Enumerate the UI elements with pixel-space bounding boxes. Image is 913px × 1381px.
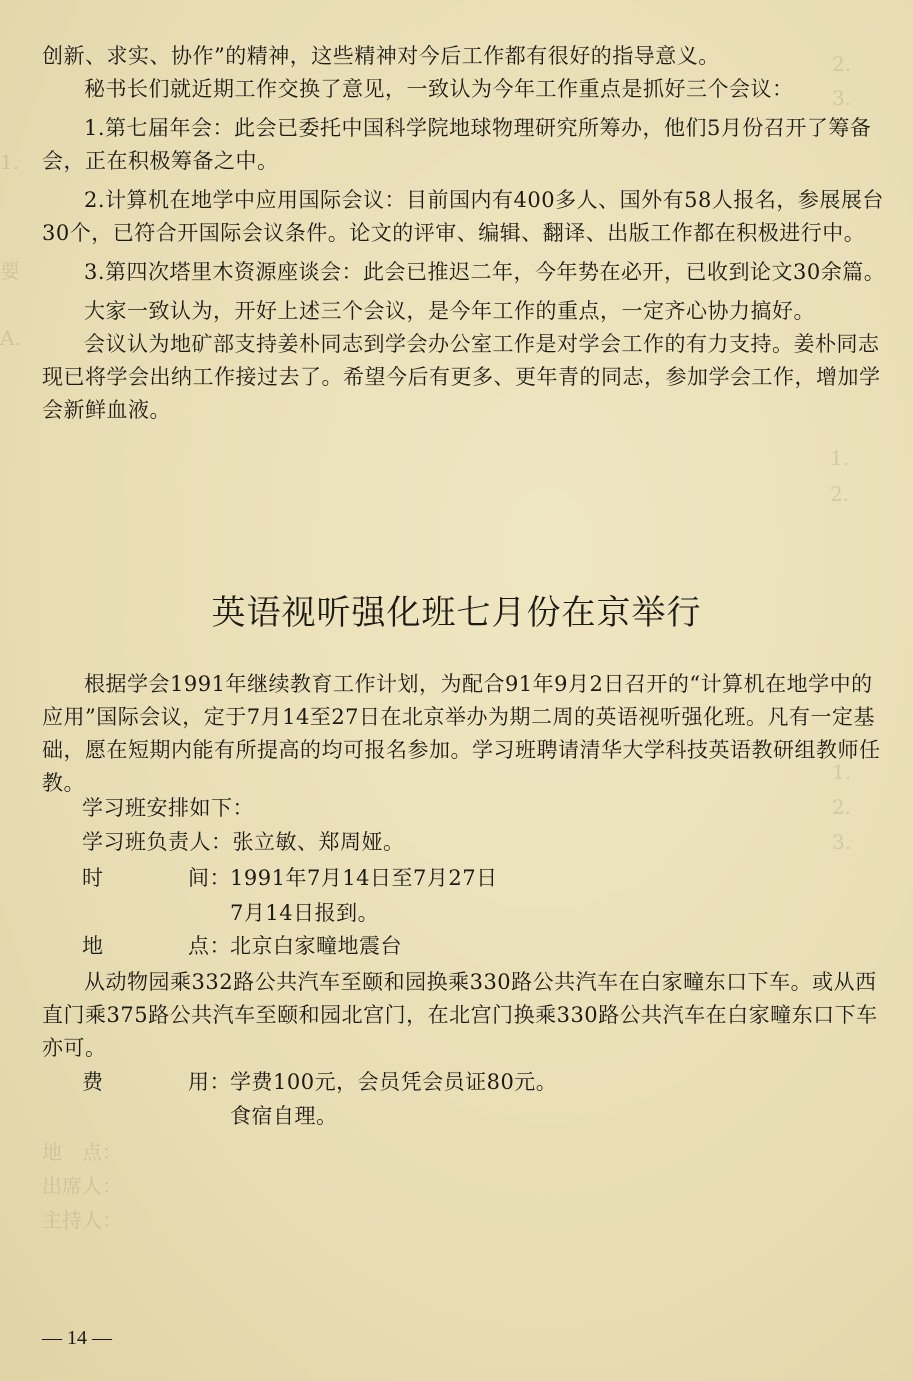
article-intro: 根据学会1991年继续教育工作计划，为配合91年9月2日召开的“计算机在地学中的应用”国际会议，定于7月14至27日在北京举办为期二周的英语视听强化班。凡有一定基础，愿在短期内能有所提高的均可报名参加。学习班聘请清华大学科技英语教研组教师任教。: [42, 672, 881, 795]
paragraph: 大家一致认为，开好上述三个会议，是今年工作的重点，一定齐心协力搞好。: [84, 299, 815, 323]
bleed-through-decoration: 1.: [830, 446, 850, 470]
bleed-through-decoration: 2.: [830, 482, 850, 506]
article-intro-block: [42, 668, 890, 800]
bleed-through-decoration: 要: [0, 259, 20, 283]
schedule-heading: 学习班安排如下：: [82, 796, 254, 820]
time-label: 时: [82, 866, 104, 890]
bleed-through-decoration: 3.: [832, 830, 852, 854]
directions: 从动物园乘332路公共汽车至颐和园换乘330路公共汽车在白家疃东口下车。或从西直门乘375路公共汽车至颐和园北宫门，在北宫门换乘330路公共汽车在白家疃东口下车亦可。: [42, 970, 878, 1060]
bleed-through-decoration: 出席人：: [42, 1174, 122, 1198]
responsible-line: 学习班负责人：张立敏、郑周娅。: [82, 830, 405, 854]
bleed-through-decoration: 3.: [832, 86, 852, 110]
bleed-through-decoration: 2.: [832, 52, 852, 76]
paragraph: 3.第四次塔里木资源座谈会：此会已推迟二年，今年势在必开，已收到论文30余篇。: [84, 260, 886, 284]
bleed-through-decoration: 1.: [832, 760, 852, 784]
bleed-through-decoration: A.: [0, 326, 21, 350]
fee-label: 费: [82, 1070, 104, 1094]
bleed-through-decoration: 地 点：: [42, 1140, 122, 1164]
top-section: [42, 40, 890, 427]
paragraph: 会议认为地矿部支持姜朴同志到学会办公室工作是对学会工作的有力支持。姜朴同志现已将学会出纳工作接过去了。希望今后有更多、更年青的同志，参加学会工作，增加学会新鲜血液。: [42, 332, 881, 422]
place-label-suffix: 点：: [188, 934, 231, 958]
fee-value: 学费100元，会员凭会员证80元。: [230, 1070, 558, 1094]
place-label: 地: [82, 934, 104, 958]
page-number: — 14 —: [42, 1327, 112, 1349]
paragraph: 2.计算机在地学中应用国际会议：目前国内有400多人、国外有58人报名，参展展台30个，已符合开国际会议条件。论文的评审、编辑、翻译、出版工作都在积极进行中。: [42, 188, 884, 245]
paragraph: 1.第七届年会：此会已委托中国科学院地球物理研究所筹办，他们5月份召开了筹备会，正在积极筹备之中。: [42, 116, 872, 173]
time-value-registration: 7月14日报到。: [230, 901, 380, 925]
bleed-through-decoration: 主持人：: [42, 1208, 122, 1232]
paragraph: 秘书长们就近期工作交换了意见，一致认为今年工作重点是抓好三个会议：: [84, 77, 794, 101]
fee-label-suffix: 用：: [188, 1070, 231, 1094]
fee-value-lodging: 食宿自理。: [230, 1104, 338, 1128]
bleed-through-decoration: 2.: [832, 795, 852, 819]
time-label-suffix: 间：: [188, 866, 231, 890]
bleed-through-decoration: 1.: [0, 150, 20, 174]
directions-block: [42, 966, 890, 1065]
article-title: 英语视听强化班七月份在京举行: [211, 593, 702, 633]
place-value: 北京白家疃地震台: [230, 934, 402, 958]
time-value: 1991年7月14日至7月27日: [230, 866, 498, 890]
paragraph: 创新、求实、协作”的精神，这些精神对今后工作都有很好的指导意义。: [42, 44, 720, 68]
